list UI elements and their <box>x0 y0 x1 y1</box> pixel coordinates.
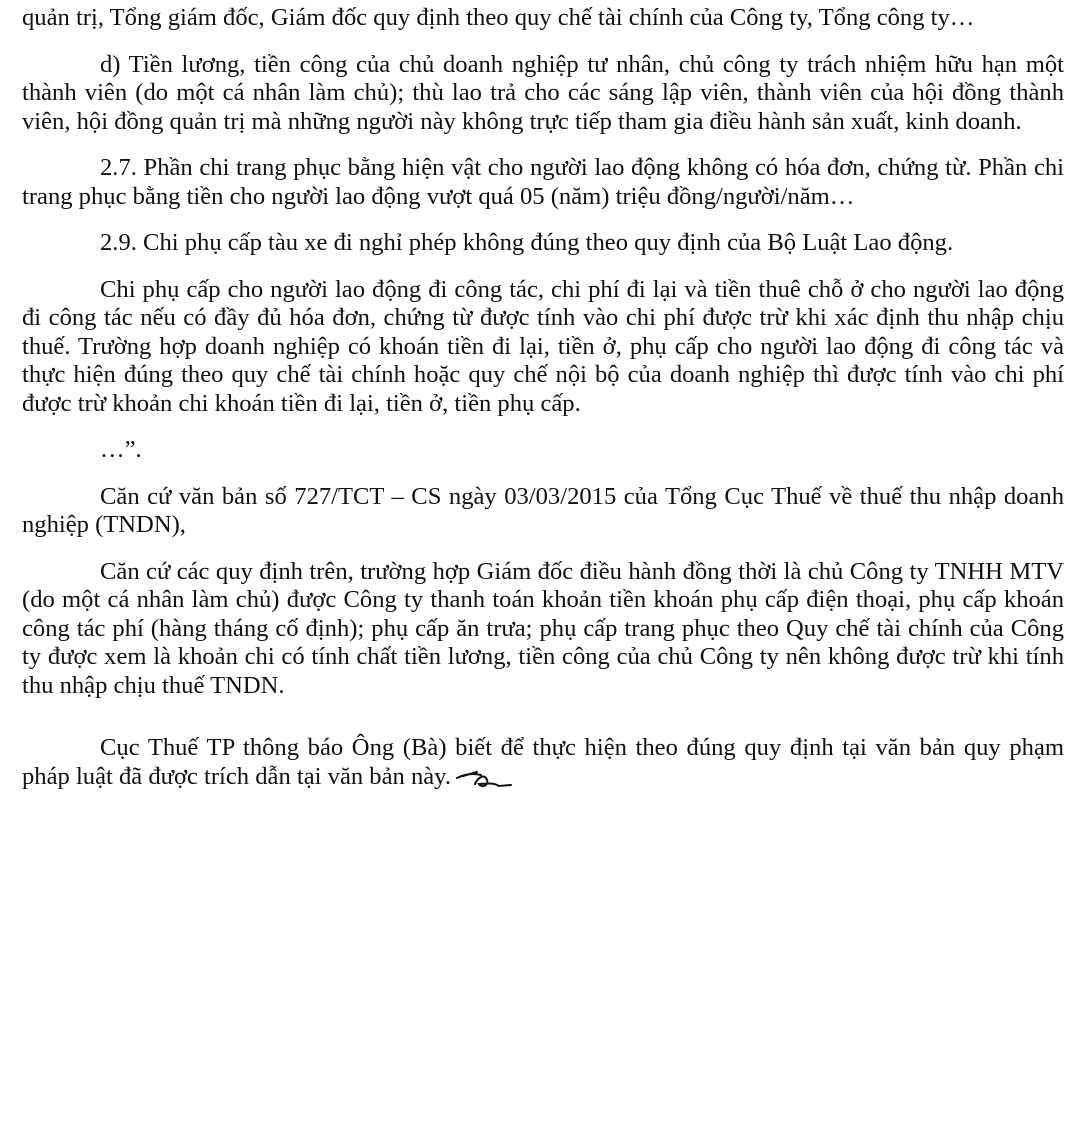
paragraph-legal-basis: Căn cứ văn bản số 727/TCT – CS ngày 03/03/2015 của Tổng Cục Thuế về thuế thu nhập doanh nghiệp (TNDN), <box>22 482 1064 538</box>
paragraph-conclusion: Căn cứ các quy định trên, trường hợp Giám đốc điều hành đồng thời là chủ Công ty TNHH MTV (do một cá nhân làm chủ) được Công ty thanh toán khoản tiền khoán phụ cấp điện thoại, phụ cấp khoán công tác phí (hàng tháng cố định); phụ cấp ăn trưa; phụ cấp trang phục theo Quy chế tài chính của Công ty được xem là khoản chi có tính chất tiền lương, tiền công của chủ Công ty nên không được trừ khi tính thu nhập chịu thuế TNDN. <box>22 557 1064 699</box>
paragraph-item-2-7: 2.7. Phần chi trang phục bằng hiện vật cho người lao động không có hóa đơn, chứng từ. Phần chi trang phục bằng tiền cho người lao động vượt quá 05 (năm) triệu đồng/người/năm… <box>22 154 1064 210</box>
paragraph-continuation: quản trị, Tổng giám đốc, Giám đốc quy định theo quy chế tài chính của Công ty, Tổng công ty… <box>22 4 975 31</box>
initials-signature-icon <box>455 766 513 790</box>
paragraph-notice <box>22 734 1064 791</box>
quote-ellipsis: …”. <box>100 436 142 463</box>
paragraph-travel-allowance: Chi phụ cấp cho người lao động đi công tác, chi phí đi lại và tiền thuê chỗ ở cho người lao động đi công tác nếu có đầy đủ hóa đơn, chứng từ được tính vào chi phí được trừ khi xác định thu nhập chịu thuế. Trường hợp doanh nghiệp có khoán tiền đi lại, tiền ở, phụ cấp cho người lao động đi công tác và thực hiện đúng theo quy chế tài chính hoặc quy chế nội bộ của doanh nghiệp thì được tính vào chi phí được trừ khoản chi khoán tiền đi lại, tiền ở, tiền phụ cấp. <box>22 275 1064 417</box>
notice-text: Cục Thuế TP thông báo Ông (Bà) biết để thực hiện theo đúng quy định tại văn bản quy phạm pháp luật đã được trích dẫn tại văn bản này. <box>22 734 1064 790</box>
paragraph-item-2-9: 2.9. Chi phụ cấp tàu xe đi nghỉ phép không đúng theo quy định của Bộ Luật Lao động. <box>100 229 954 256</box>
document-page <box>22 4 1064 791</box>
paragraph-item-d: d) Tiền lương, tiền công của chủ doanh nghiệp tư nhân, chủ công ty trách nhiệm hữu hạn một thành viên (do một cá nhân làm chủ); thù lao trả cho các sáng lập viên, thành viên của hội đồng thành viên, hội đồng quản trị mà những người này không trực tiếp tham gia điều hành sản xuất, kinh doanh. <box>22 50 1064 135</box>
